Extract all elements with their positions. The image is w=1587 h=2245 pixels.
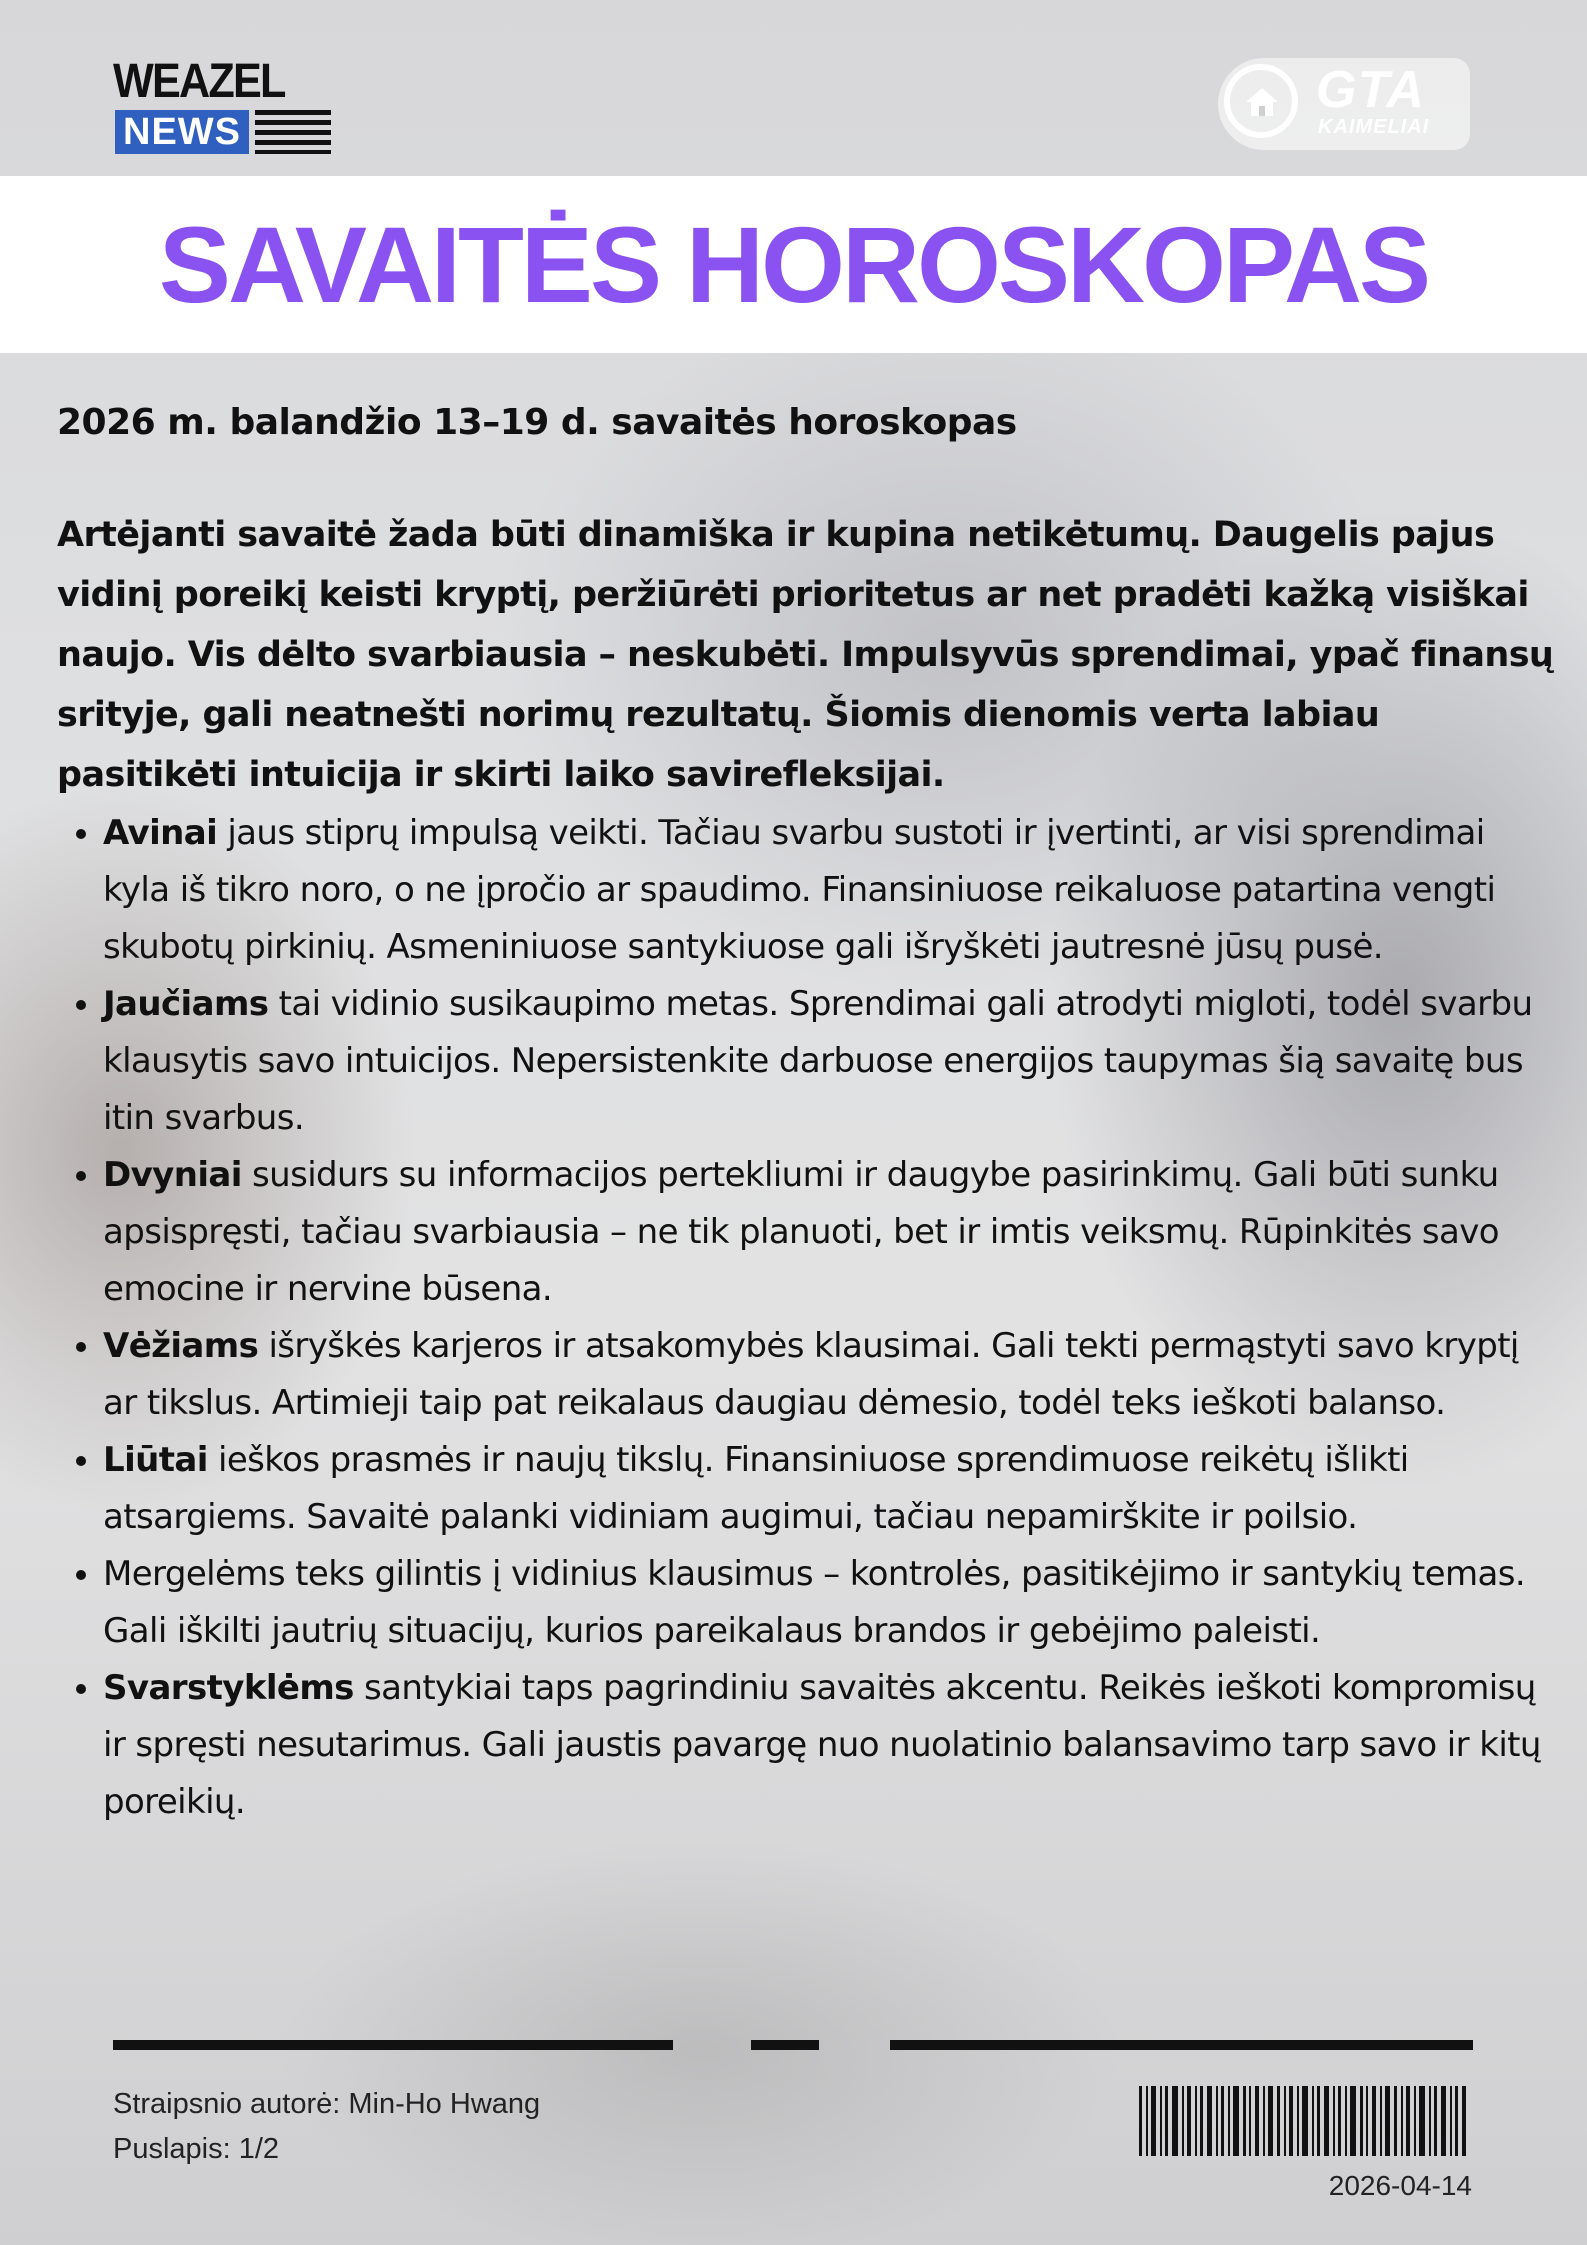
header bbox=[0, 0, 1587, 176]
weazel-news-logo bbox=[113, 55, 333, 158]
gta-kaimeliai-logo bbox=[1218, 58, 1470, 150]
logo-lines-decoration bbox=[255, 110, 331, 154]
divider-segment bbox=[890, 2040, 1473, 2050]
logo-brand-top: WEAZEL bbox=[113, 55, 285, 108]
sign-name: Liūtai bbox=[103, 1439, 208, 1480]
publish-date: 2026-04-14 bbox=[1328, 2170, 1472, 2201]
house-icon bbox=[1224, 64, 1298, 138]
list-item bbox=[103, 1432, 1557, 1546]
footer-divider bbox=[113, 2040, 1473, 2050]
sign-text: tai vidinio susikaupimo metas. Sprendimai gali atrodyti migloti, todėl svarbu klausytis savo intuicijos. Nepersistenkite darbuose energijos taupymas šią savaitę bus itin svarbus. bbox=[103, 983, 1533, 1138]
list-item bbox=[103, 1546, 1557, 1660]
partner-name: GTA bbox=[1316, 61, 1425, 119]
sign-text: ieškos prasmės ir naujų tikslų. Finansiniuose sprendimuose reikėtų išlikti atsargiems. Savaitė palanki vidiniam augimui, tačiau nepamirškite ir poilsio. bbox=[103, 1439, 1409, 1537]
sign-text: santykiai taps pagrindiniu savaitės akcentu. Reikės ieškoti kompromisų ir spręsti nesutarimus. Gali jaustis pavargę nuo nuolatinio balansavimo tarp savo ir kitų poreikių. bbox=[103, 1667, 1541, 1822]
sign-name: Dvyniai bbox=[103, 1154, 242, 1195]
list-item bbox=[103, 976, 1557, 1147]
list-item bbox=[103, 1660, 1557, 1831]
sign-name: Vėžiams bbox=[103, 1325, 259, 1366]
sign-text: jaus stiprų impulsą veikti. Tačiau svarbu sustoti ir įvertinti, ar visi sprendimai kyla iš tikro noro, o ne įpročio ar spaudimo. Finansiniuose reikaluose patartina vengti skubotų pirkinių. Asmeniniuose santykiuose gali išryškėti jautresnė jūsų pusė. bbox=[103, 812, 1496, 967]
list-item bbox=[103, 1318, 1557, 1432]
sign-name: Jaučiams bbox=[103, 983, 269, 1024]
page-title: SAVAITĖS HOROSKOPAS bbox=[158, 204, 1429, 325]
sign-text: Mergelėms teks gilintis į vidinius klausimus – kontrolės, pasitikėjimo ir santykių temas. Gali iškilti jautrių situacijų, kurios pareikalaus brandos ir gebėjimo paleisti. bbox=[103, 1553, 1526, 1651]
sign-name: Svarstyklėms bbox=[103, 1667, 354, 1708]
sign-text: išryškės karjeros ir atsakomybės klausimai. Gali tekti permąstyti savo kryptį ar tikslus. Artimieji taip pat reikalaus daugiau dėmesio, todėl teks ieškoti balanso. bbox=[103, 1325, 1519, 1423]
list-item bbox=[103, 805, 1557, 976]
article-intro: Artėjanti savaitė žada būti dinamiška ir kupina netikėtumų. Daugelis pajus vidinį poreikį keisti kryptį, peržiūrėti prioritetus ar net pradėti kažką visiškai naujo. Vis dėlto svarbiausia – neskubėti. Impulsyvūs sprendimai, ypač finansų srityje, gali neatnešti norimų rezultatų. Šiomis dienomis verta labiau pasitikėti intuicija ir skirti laiko savirefleksijai. bbox=[57, 514, 1554, 795]
article-author: Straipsnio autorė: Min-Ho Hwang bbox=[113, 2088, 541, 2120]
page-number: Puslapis: 1/2 bbox=[113, 2133, 280, 2165]
signs-list bbox=[57, 805, 1557, 1831]
divider-segment bbox=[113, 2040, 673, 2050]
article-body bbox=[57, 400, 1557, 1831]
list-item bbox=[103, 1147, 1557, 1318]
barcode-icon bbox=[1137, 2086, 1469, 2156]
partner-sub: KAIMELIAI bbox=[1318, 116, 1430, 138]
sign-name: Avinai bbox=[103, 812, 218, 853]
logo-brand-bottom: NEWS bbox=[115, 110, 249, 154]
sign-text: susidurs su informacijos pertekliumi ir daugybe pasirinkimų. Gali būti sunku apsispręsti, tačiau svarbiausia – ne tik planuoti, bet ir imtis veiksmų. Rūpinkitės savo emocine ir nervine būsena. bbox=[103, 1154, 1499, 1309]
title-band bbox=[0, 176, 1587, 353]
article-subtitle: 2026 m. balandžio 13–19 d. savaitės horoskopas bbox=[57, 402, 1017, 443]
divider-segment bbox=[751, 2040, 819, 2050]
